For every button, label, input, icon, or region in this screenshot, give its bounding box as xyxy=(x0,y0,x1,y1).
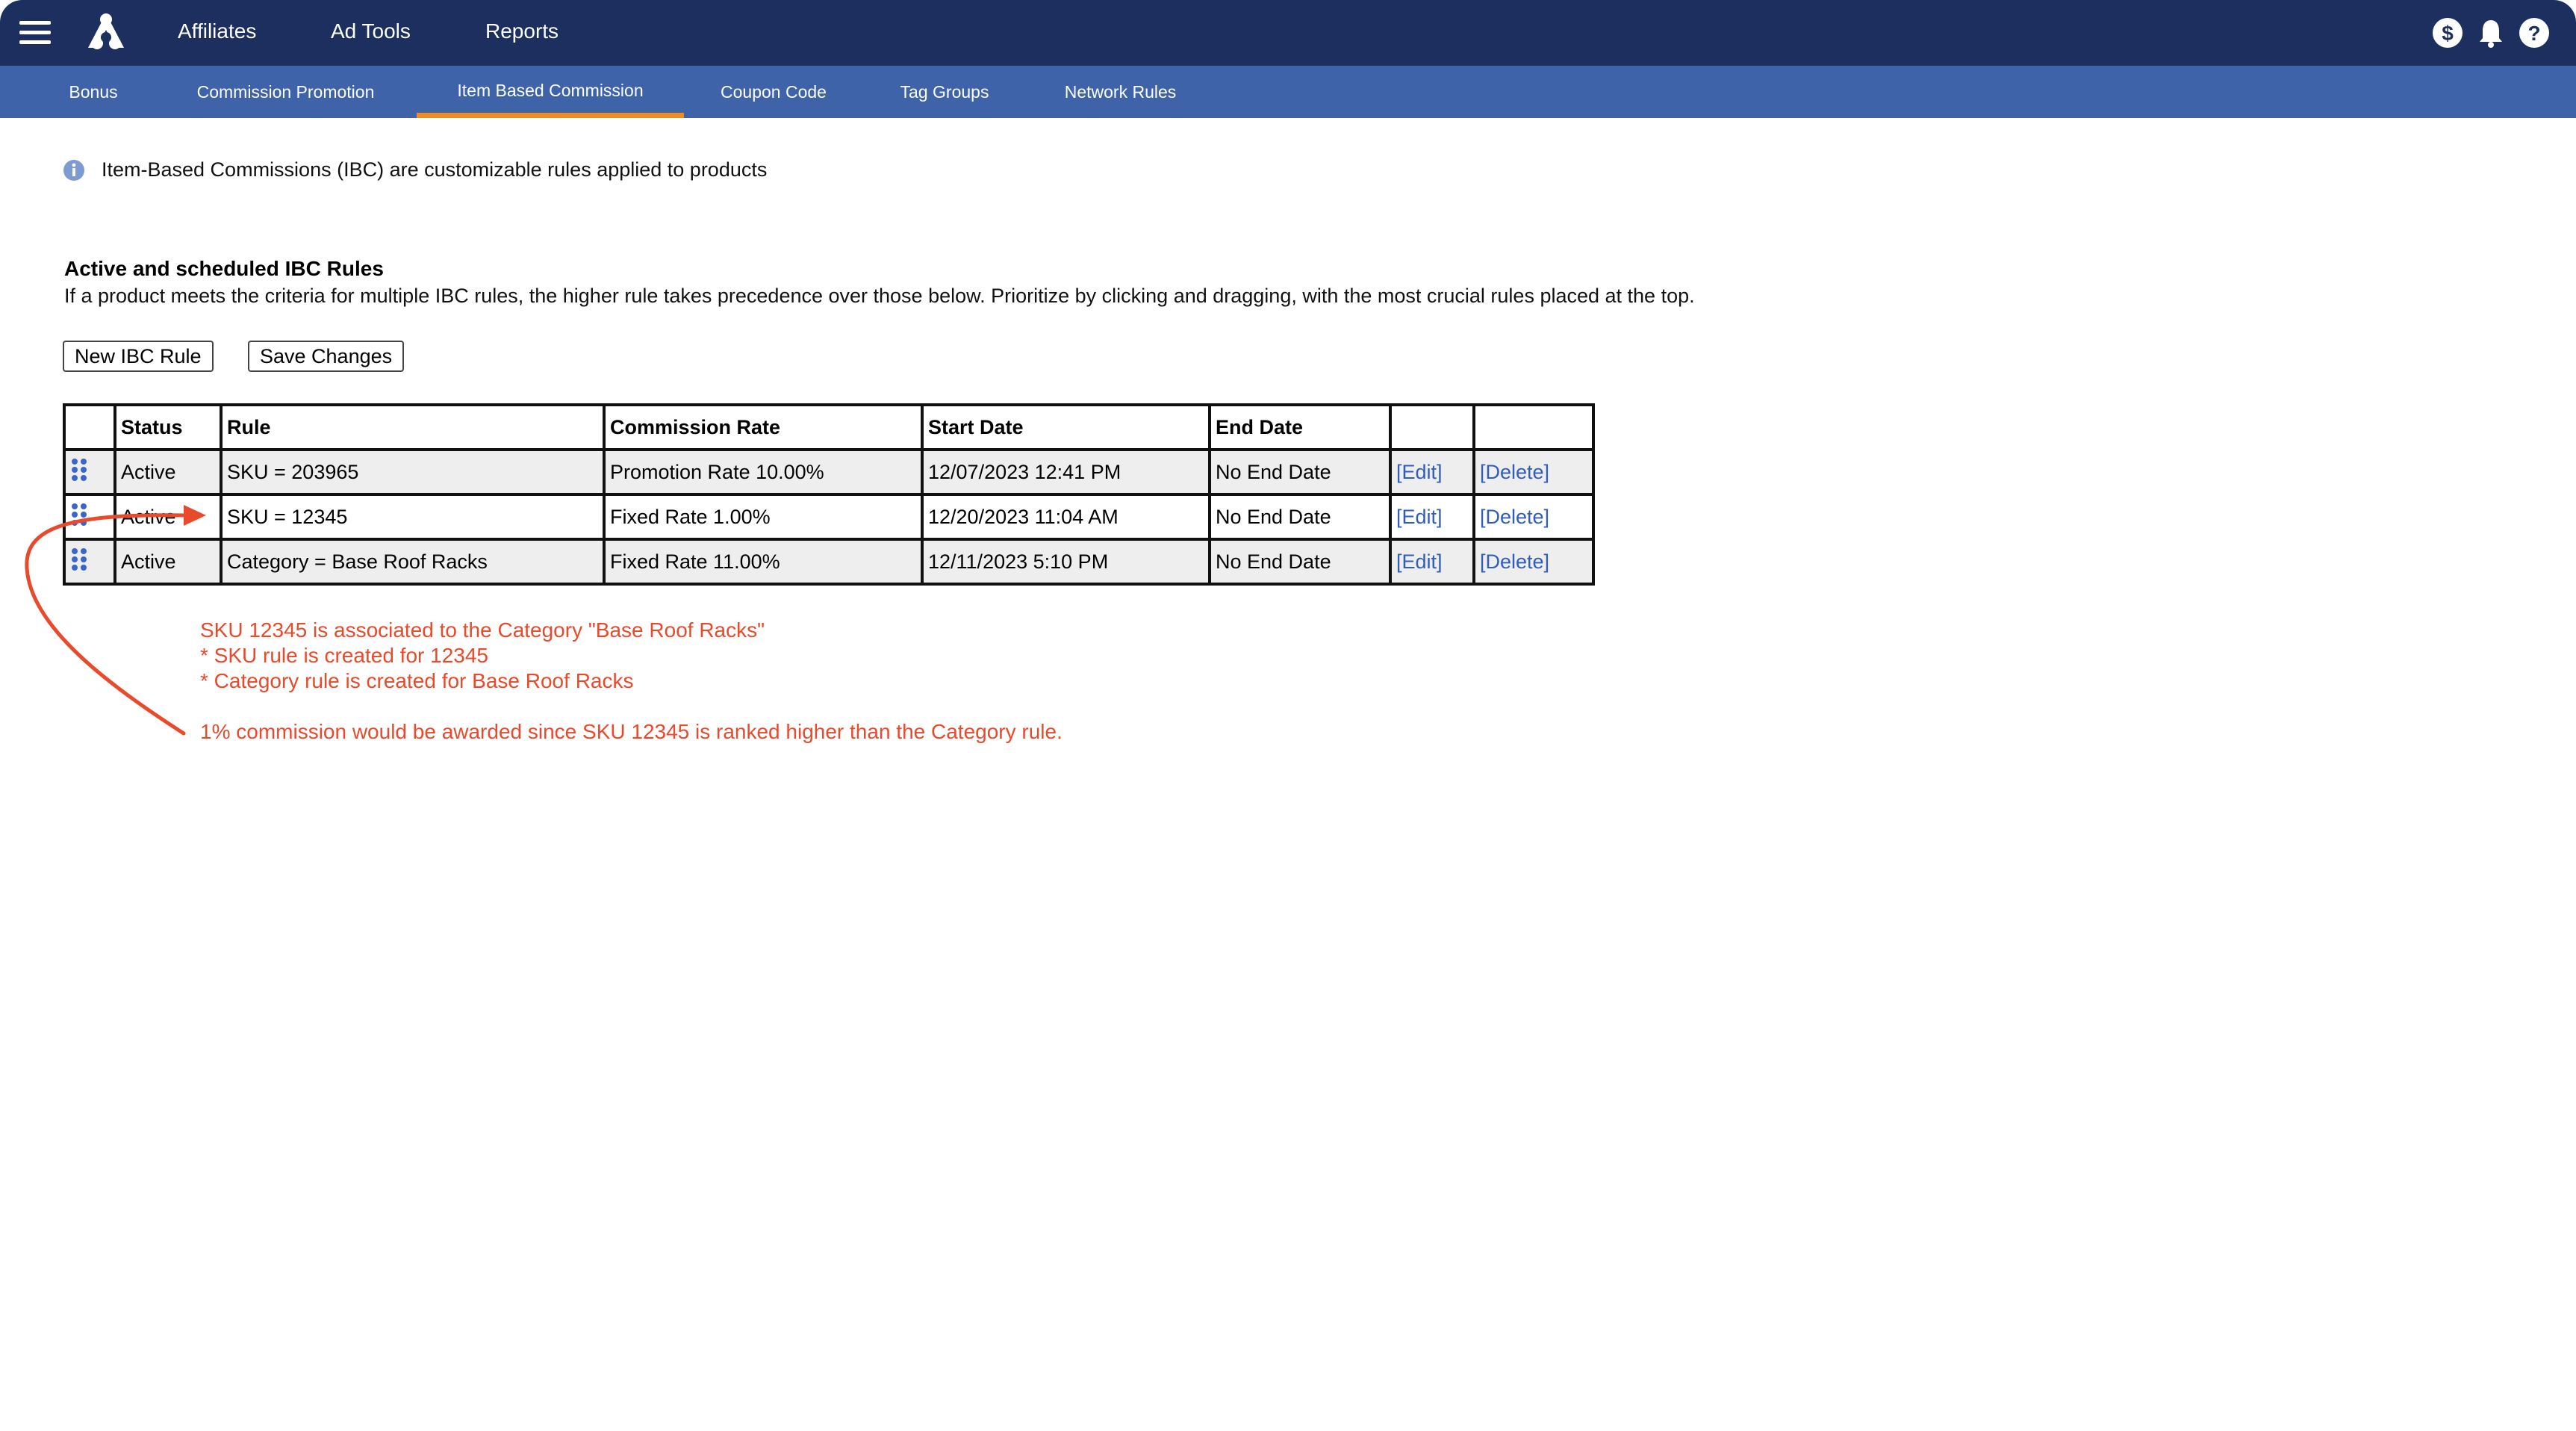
nav-affiliates[interactable]: Affiliates xyxy=(178,19,257,43)
info-icon xyxy=(63,159,85,181)
cell-end-date: No End Date xyxy=(1210,539,1390,584)
bell-icon[interactable] xyxy=(2474,16,2507,49)
edit-link[interactable]: [Edit] xyxy=(1396,505,1443,528)
cell-commission-rate: Fixed Rate 11.00% xyxy=(604,539,922,584)
dollar-circle-icon[interactable] xyxy=(2431,16,2464,49)
save-changes-button[interactable]: Save Changes xyxy=(248,341,404,372)
cell-start-date: 12/20/2023 11:04 AM xyxy=(922,494,1210,539)
help-circle-icon[interactable] xyxy=(2518,16,2551,49)
cell-end-date: No End Date xyxy=(1210,450,1390,494)
cell-start-date: 12/11/2023 5:10 PM xyxy=(922,539,1210,584)
cell-status: Active xyxy=(115,539,221,584)
tab-bonus[interactable]: Bonus xyxy=(69,82,118,102)
col-header-rule: Rule xyxy=(221,405,604,450)
delete-link[interactable]: [Delete] xyxy=(1480,460,1550,483)
nav-reports[interactable]: Reports xyxy=(485,19,559,43)
annotation-line-1: SKU 12345 is associated to the Category "Base Roof Racks" xyxy=(200,618,765,642)
section-description: If a product meets the criteria for multiple IBC rules, the higher rule takes precedence over those below. Prioritize by clicking and dragging, with the most crucial rules placed at the top. xyxy=(64,285,1695,307)
delete-link[interactable]: [Delete] xyxy=(1480,550,1550,573)
info-banner xyxy=(63,158,767,181)
cell-status: Active xyxy=(115,450,221,494)
tab-commission-promotion[interactable]: Commission Promotion xyxy=(196,82,375,102)
table-row[interactable] xyxy=(64,450,1593,494)
top-navigation-bar xyxy=(0,0,2576,66)
cell-rule: SKU = 12345 xyxy=(221,494,604,539)
drag-handle-icon[interactable] xyxy=(64,494,115,539)
table-row[interactable] xyxy=(64,494,1593,539)
cell-status: Active xyxy=(115,494,221,539)
new-ibc-rule-button[interactable]: New IBC Rule xyxy=(63,341,214,372)
col-header-start-date: Start Date xyxy=(922,405,1210,450)
col-header-edit xyxy=(1390,405,1474,450)
col-header-status: Status xyxy=(115,405,221,450)
table-row[interactable] xyxy=(64,539,1593,584)
cell-rule: SKU = 203965 xyxy=(221,450,604,494)
annotation-line-3: * Category rule is created for Base Roof Racks xyxy=(200,669,634,692)
tab-network-rules[interactable]: Network Rules xyxy=(1064,82,1177,102)
annotation-line-2: * SKU rule is created for 12345 xyxy=(200,644,488,667)
hamburger-icon[interactable] xyxy=(19,21,51,45)
svg-text:$: $ xyxy=(2442,22,2454,45)
cell-start-date: 12/07/2023 12:41 PM xyxy=(922,450,1210,494)
cell-rule: Category = Base Roof Racks xyxy=(221,539,604,584)
edit-link[interactable]: [Edit] xyxy=(1396,460,1443,483)
col-header-handle xyxy=(64,405,115,450)
tab-item-based-commission[interactable]: Item Based Commission xyxy=(417,66,684,118)
sub-navigation-bar xyxy=(0,66,2576,118)
col-header-end-date: End Date xyxy=(1210,405,1390,450)
nav-ad-tools[interactable]: Ad Tools xyxy=(331,19,411,43)
brand-logo[interactable] xyxy=(82,10,130,52)
cell-commission-rate: Fixed Rate 1.00% xyxy=(604,494,922,539)
table-header-row xyxy=(64,405,1593,450)
col-header-commission-rate: Commission Rate xyxy=(604,405,922,450)
drag-handle-icon[interactable] xyxy=(64,539,115,584)
info-text: Item-Based Commissions (IBC) are customizable rules applied to products xyxy=(102,158,768,181)
col-header-delete xyxy=(1474,405,1593,450)
annotation-line-4: 1% commission would be awarded since SKU 12345 is ranked higher than the Category rule. xyxy=(200,720,1063,743)
cell-commission-rate: Promotion Rate 10.00% xyxy=(604,450,922,494)
tab-tag-groups[interactable]: Tag Groups xyxy=(900,82,989,102)
section-title: Active and scheduled IBC Rules xyxy=(64,257,384,280)
ibc-rules-table xyxy=(63,403,1595,586)
drag-handle-icon[interactable] xyxy=(64,450,115,494)
top-icons-group xyxy=(2431,15,2551,51)
edit-link[interactable]: [Edit] xyxy=(1396,550,1443,573)
delete-link[interactable]: [Delete] xyxy=(1480,505,1550,528)
svg-text:?: ? xyxy=(2527,22,2541,45)
cell-end-date: No End Date xyxy=(1210,494,1390,539)
tab-coupon-code[interactable]: Coupon Code xyxy=(721,82,827,102)
